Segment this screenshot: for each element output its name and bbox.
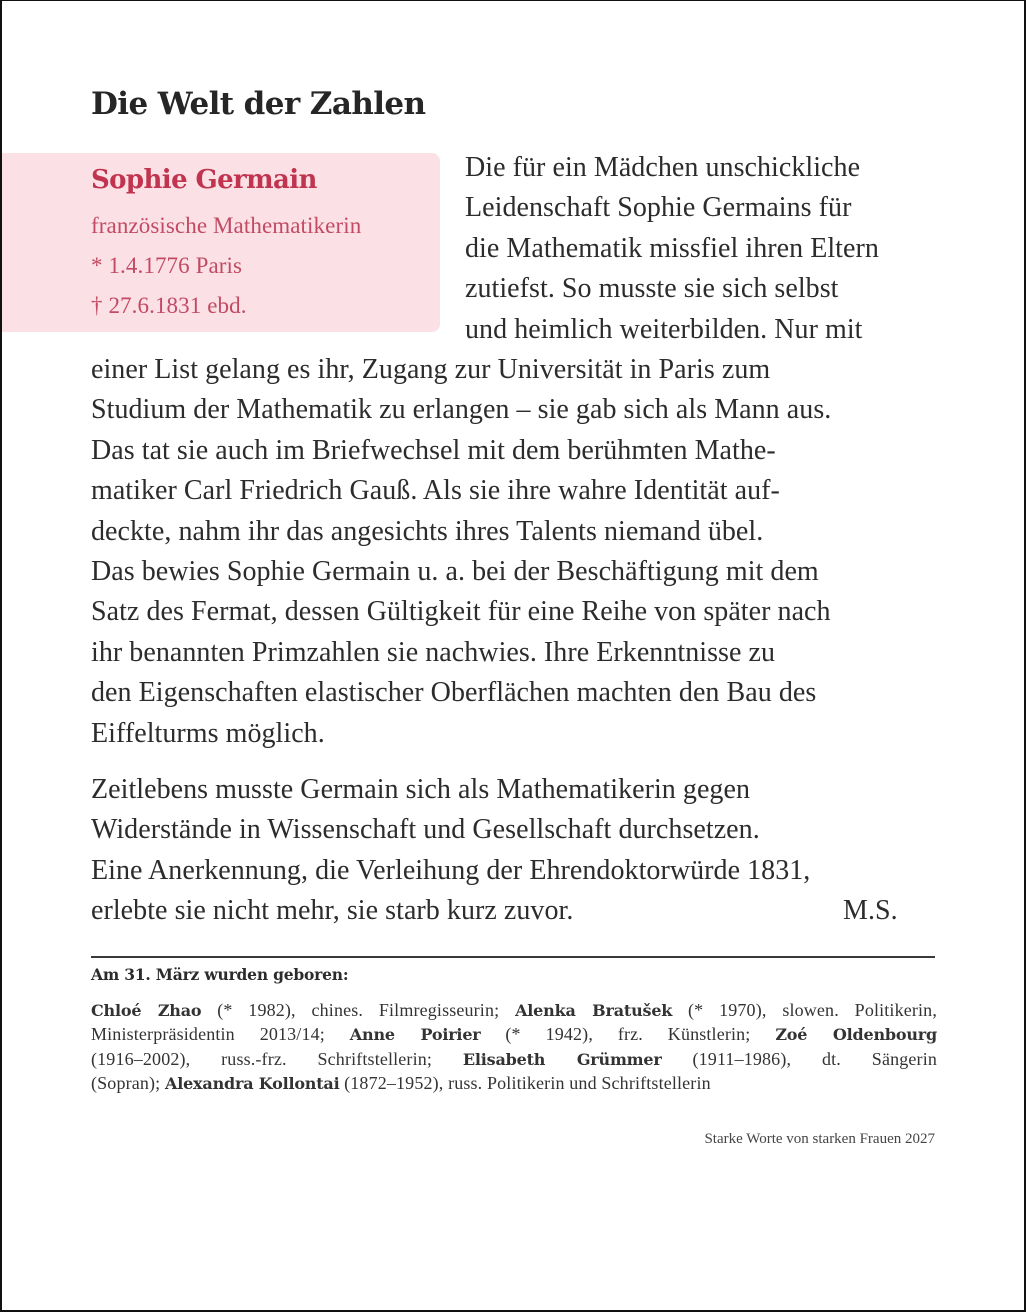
births-line bbox=[91, 998, 937, 1022]
profile-name: Sophie Germain bbox=[91, 165, 317, 195]
person-details: (1872–1952), russ. Politikerin und Schriftstellerin bbox=[339, 1072, 711, 1093]
person-name: Alenka Bratušek bbox=[515, 1001, 673, 1020]
text-line: Zeitlebens musste Germain sich als Mathematikerin gegen bbox=[91, 774, 750, 805]
text-line: Satz des Fermat, dessen Gültigkeit für eine Reihe von später nach bbox=[91, 596, 831, 628]
text-line: Studium der Mathematik zu erlangen – sie gab sich als Mann aus. bbox=[91, 394, 832, 426]
text-line: ihr benannten Primzahlen sie nachwies. Ihre Erkenntnisse zu bbox=[91, 636, 776, 668]
text-line: deckte, nahm ihr das angesichts ihres Talents niemand übel. bbox=[91, 515, 764, 547]
profile-death: † 27.6.1831 ebd. bbox=[91, 293, 247, 318]
text-line: Eiffelturms möglich. bbox=[91, 717, 325, 749]
person-name: Anne Poirier bbox=[349, 1025, 481, 1045]
text-line: Leidenschaft Sophie Germains für bbox=[465, 192, 852, 224]
text-line: Das tat sie auch im Briefwechsel mit dem berühmten Mathe- bbox=[91, 434, 776, 466]
person-name: Zoé Oldenbourg bbox=[775, 1025, 937, 1045]
person-details: (Sopran); bbox=[91, 1072, 165, 1093]
footer-publication: Starke Worte von starken Frauen 2027 bbox=[704, 1131, 935, 1147]
text-line: zutiefst. So musste sie sich selbst bbox=[465, 273, 839, 305]
profile-birth: * 1.4.1776 Paris bbox=[91, 253, 243, 278]
births-line bbox=[91, 1022, 937, 1046]
article-paragraph-1-wrap bbox=[465, 148, 879, 350]
text-line: und heimlich weiterbilden. Nur mit bbox=[465, 313, 863, 345]
person-name: Alexandra Kollontai bbox=[164, 1073, 340, 1093]
person-name: Chloé Zhao bbox=[91, 1001, 202, 1020]
person-name: Elisabeth Grümmer bbox=[462, 1049, 662, 1069]
text-line: Eine Anerkennung, die Verleihung der Ehrendoktorwürde 1831, bbox=[91, 854, 811, 886]
births-line bbox=[91, 1047, 937, 1071]
text-line: matiker Carl Friedrich Gauß. Als sie ihre wahre Identität auf- bbox=[91, 475, 780, 507]
births-heading: Am 31. März wurden geboren: bbox=[91, 965, 349, 984]
births-list bbox=[91, 998, 937, 1095]
person-details: (* 1942), frz. Künstlerin; bbox=[480, 1024, 776, 1045]
author-signature: M.S. bbox=[843, 895, 898, 926]
article-paragraph-1 bbox=[91, 350, 831, 754]
person-details: (1916–2002), russ.-frz. Schriftstellerin; bbox=[91, 1048, 463, 1069]
text-line: Die für ein Mädchen unschickliche bbox=[465, 152, 861, 183]
article-paragraph-2 bbox=[91, 770, 810, 932]
page-title: Die Welt der Zahlen bbox=[91, 86, 426, 122]
text-line: Widerstände in Wissenschaft und Gesellschaft durchsetzen. bbox=[91, 814, 760, 846]
text-line: erlebte sie nicht mehr, sie starb kurz zuvor. bbox=[91, 895, 574, 927]
person-details: (1911–1986), dt. Sängerin bbox=[661, 1048, 937, 1069]
text-line: Das bewies Sophie Germain u. a. bei der Beschäftigung mit dem bbox=[91, 555, 819, 587]
text-line: die Mathematik missfiel ihren Eltern bbox=[465, 232, 879, 264]
person-details: (* 1970), slowen. Politikerin, bbox=[672, 1000, 937, 1020]
births-line bbox=[91, 1071, 937, 1095]
section-divider bbox=[91, 956, 935, 958]
text-line: den Eigenschaften elastischer Oberflächen machten den Bau des bbox=[91, 677, 817, 709]
profile-role: französische Mathematikerin bbox=[91, 213, 362, 238]
person-details: Ministerpräsidentin 2013/14; bbox=[91, 1024, 350, 1045]
person-details: (* 1982), chines. Filmregisseurin; bbox=[201, 1000, 516, 1020]
text-line: einer List gelang es ihr, Zugang zur Universität in Paris zum bbox=[91, 354, 771, 385]
